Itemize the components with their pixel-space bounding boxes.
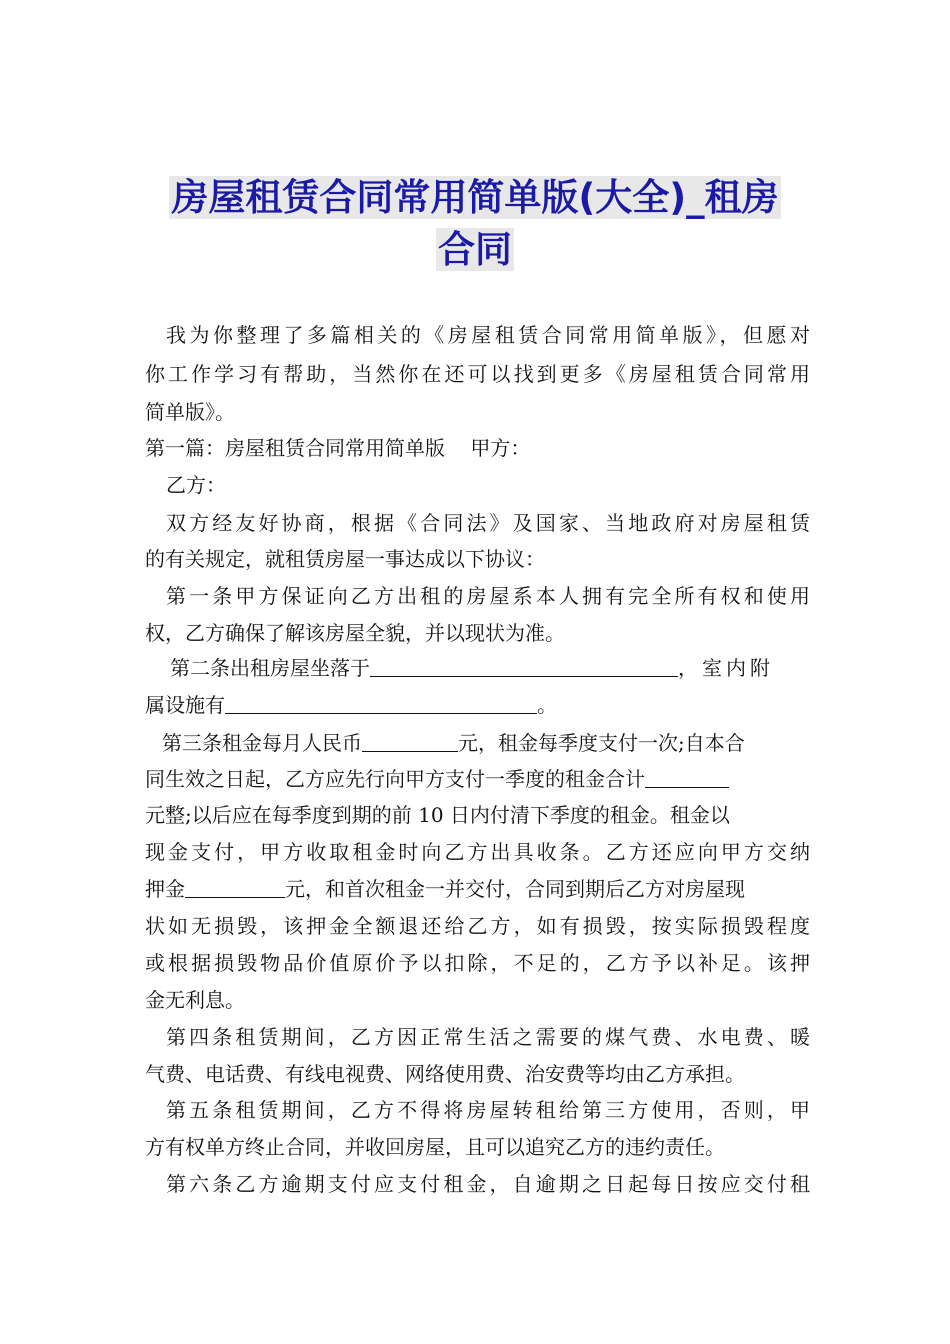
location-blank — [370, 656, 678, 677]
document-title-line-1 — [140, 172, 810, 224]
article-2-line — [170, 654, 810, 682]
article-3-line: 金无利息。 — [145, 988, 245, 1012]
facilities-blank — [225, 693, 537, 714]
article-3-text: 第三条租金每月人民币 — [162, 731, 362, 755]
article-3-text: 同生效之日起，乙方应先行向甲方支付一季度的租金合计 — [145, 767, 645, 791]
article-3-text: 元，和首次租金一并交付，合同到期后乙方对房屋现 — [285, 877, 745, 901]
article-2-text: ，室内附 — [678, 656, 770, 680]
paragraph-line: 简单版》。 — [145, 400, 235, 424]
article-3-line — [145, 765, 810, 793]
article-3-text: 元，租金每季度支付一次;自本合 — [458, 731, 745, 755]
article-1-line: 第一条甲方保证向乙方出租的房屋系本人拥有完全所有权和使用 — [166, 584, 810, 608]
paragraph-line: 我为你整理了多篇相关的《房屋租赁合同常用简单版》，但愿对 — [166, 323, 810, 347]
article-3-line: 或根据损毁物品价值原价予以扣除，不足的，乙方予以补足。该押 — [145, 951, 810, 975]
article-5-line: 第五条租赁期间，乙方不得将房屋转租给第三方使用，否则，甲 — [166, 1098, 810, 1122]
party-b-label: 乙方： — [166, 473, 226, 497]
paragraph-line: 的有关规定，就租赁房屋一事达成以下协议： — [145, 547, 545, 571]
article-2-text: 属设施有 — [145, 693, 225, 717]
article-2-line — [145, 691, 810, 719]
article-2-text: 。 — [537, 693, 557, 717]
article-3-line — [162, 729, 810, 757]
deposit-blank — [185, 877, 285, 898]
article-3-text: 押金 — [145, 877, 185, 901]
monthly-rent-blank — [362, 731, 458, 752]
article-6-line: 第六条乙方逾期支付应支付租金，自逾期之日起每日按应交付租 — [166, 1172, 810, 1196]
article-4-line: 气费、电话费、有线电视费、网络使用费、治安费等均由乙方承担。 — [145, 1062, 745, 1086]
document-title-line-2 — [140, 224, 810, 276]
title-text-1: 房屋租赁合同常用简单版(大全)_租房 — [171, 176, 779, 219]
paragraph-line: 双方经友好协商，根据《合同法》及国家、当地政府对房屋租赁 — [166, 511, 810, 535]
article-3-line — [145, 875, 810, 903]
article-3-line: 元整;以后应在每季度到期的前 10 日内付清下季度的租金。租金以 — [145, 803, 730, 827]
article-3-line: 现金支付，甲方收取租金时向乙方出具收条。乙方还应向甲方交纳 — [145, 840, 810, 864]
title-text-2: 合同 — [438, 228, 512, 271]
quarter-rent-blank — [645, 767, 729, 788]
article-2-text: 第二条出租房屋坐落于 — [170, 656, 370, 680]
article-4-line: 第四条租赁期间，乙方因正常生活之需要的煤气费、水电费、暖 — [166, 1025, 810, 1049]
article-1-line: 权，乙方确保了解该房屋全貌，并以现状为准。 — [145, 621, 565, 645]
paragraph-line: 你工作学习有帮助，当然你在还可以找到更多《房屋租赁合同常用 — [145, 362, 810, 386]
article-3-line: 状如无损毁，该押金全额退还给乙方，如有损毁，按实际损毁程度 — [145, 914, 810, 938]
article-5-line: 方有权单方终止合同，并收回房屋，且可以追究乙方的违约责任。 — [145, 1135, 725, 1159]
section-heading: 第一篇：房屋租赁合同常用简单版 甲方： — [145, 436, 531, 460]
